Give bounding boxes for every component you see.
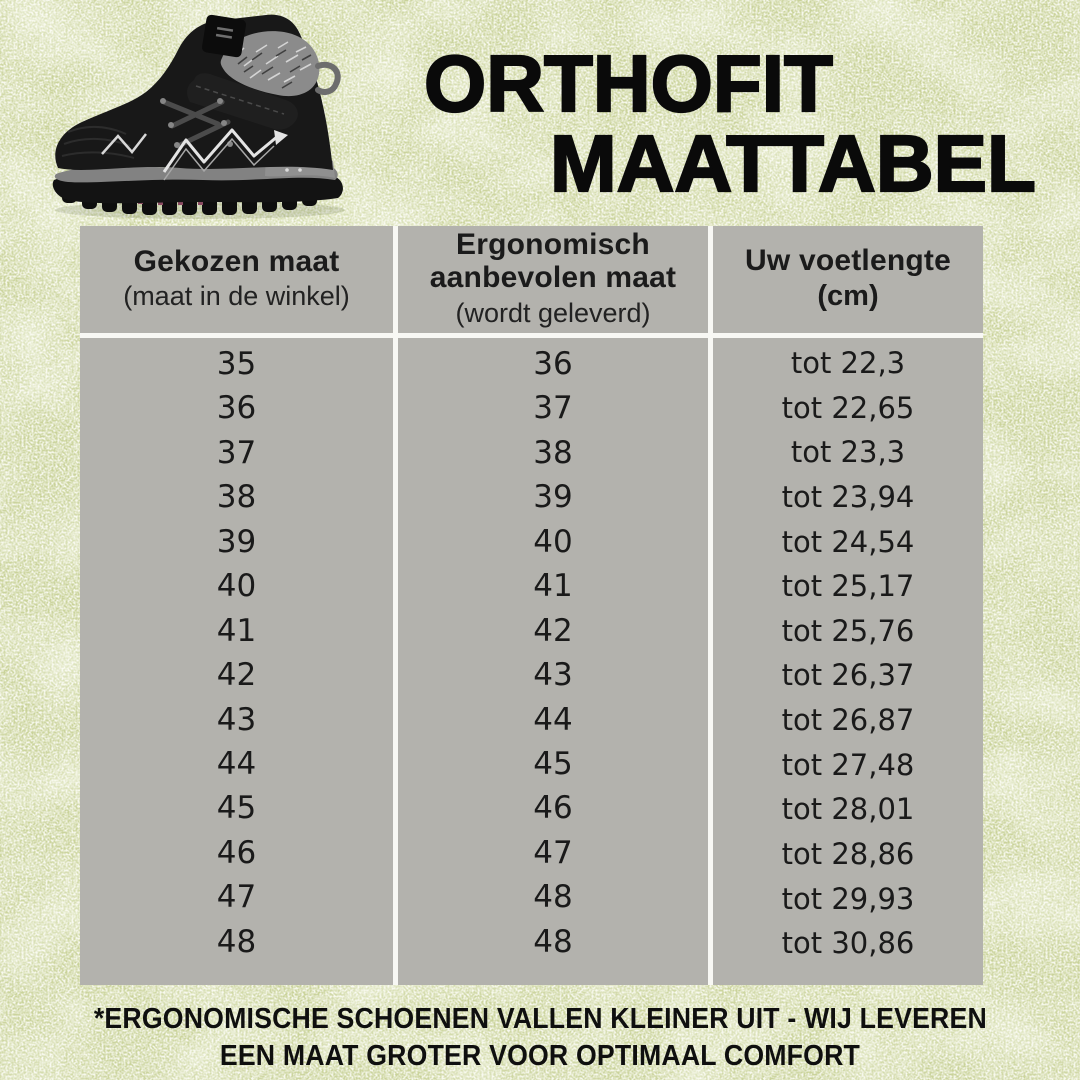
- foot-length-value: tot 26,87: [781, 703, 915, 737]
- page-title: MAATTABEL: [550, 119, 1036, 208]
- column-values-voetlengte: [713, 338, 983, 985]
- recommended-size-value: 38: [533, 434, 573, 471]
- chosen-size-value: 40: [216, 568, 257, 605]
- chosen-size-value: 46: [216, 834, 257, 871]
- column-values-gekozen-maat: [80, 338, 393, 985]
- column-subtitle: (wordt geleverd): [455, 298, 651, 329]
- recommended-size-value: 42: [533, 612, 573, 649]
- column-title: Uw voetlengte: [745, 243, 951, 277]
- recommended-size-value: 47: [533, 834, 573, 871]
- foot-length-value: tot 23,3: [790, 435, 906, 470]
- chosen-size-value: 36: [216, 390, 257, 427]
- chosen-size-value: 38: [216, 479, 257, 516]
- column-values-aanbevolen-maat: [398, 338, 708, 985]
- recommended-size-value: 41: [533, 568, 573, 605]
- collar-tab: [201, 14, 246, 58]
- recommended-size-value: 44: [533, 701, 573, 738]
- foot-length-value: tot 30,86: [781, 926, 915, 961]
- recommended-size-value: 39: [533, 479, 573, 516]
- foot-length-value: tot 24,54: [781, 524, 915, 559]
- chosen-size-value: 42: [216, 657, 257, 694]
- foot-length-value: tot 28,86: [781, 836, 915, 871]
- column-title: Gekozen maat: [133, 244, 340, 278]
- recommended-size-value: 45: [533, 745, 573, 782]
- column-header-aanbevolen-maat: [398, 226, 708, 333]
- chosen-size-value: 43: [216, 701, 257, 738]
- foot-length-value: tot 25,17: [781, 569, 915, 604]
- recommended-size-value: 43: [533, 657, 573, 694]
- column-subtitle: (cm): [817, 280, 879, 313]
- footnote-line2: EEN MAAT GROTER VOOR OPTIMAAL COMFORT: [219, 1040, 861, 1073]
- column-subtitle: (maat in de winkel): [123, 281, 350, 312]
- foot-length-value: tot 22,3: [790, 346, 906, 380]
- recommended-size-value: 46: [533, 790, 573, 827]
- recommended-size-value: 48: [533, 923, 573, 960]
- chosen-size-value: 39: [216, 523, 257, 560]
- recommended-size-value: 40: [533, 523, 573, 560]
- boot-product-image: [38, 4, 350, 220]
- brand-title: ORTHOFIT: [424, 39, 833, 128]
- foot-length-value: tot 27,48: [781, 747, 915, 782]
- chosen-size-value: 45: [216, 790, 257, 827]
- chosen-size-value: 47: [216, 879, 257, 916]
- column-header-voetlengte: [713, 226, 983, 333]
- chosen-size-value: 44: [216, 745, 257, 782]
- recommended-size-value: 36: [533, 346, 573, 382]
- chosen-size-value: 41: [216, 612, 257, 649]
- foot-length-value: tot 28,01: [781, 792, 915, 827]
- recommended-size-value: 48: [533, 879, 573, 916]
- foot-length-value: tot 26,37: [781, 658, 915, 693]
- column-header-gekozen-maat: [80, 226, 393, 333]
- foot-length-value: tot 25,76: [781, 613, 915, 648]
- column-title: Ergonomisch aanbevolen maat: [429, 227, 677, 295]
- chosen-size-value: 35: [216, 346, 257, 382]
- recommended-size-value: 37: [533, 390, 573, 427]
- foot-length-value: tot 22,65: [781, 390, 915, 425]
- size-table: [80, 226, 983, 985]
- footnote: [0, 1001, 1080, 1075]
- heel-pull-loop: [318, 65, 338, 92]
- foot-length-value: tot 29,93: [781, 881, 915, 916]
- footnote-line1: *ERGONOMISCHE SCHOENEN VALLEN KLEINER UIT - WIJ LEVEREN: [93, 1003, 987, 1035]
- chosen-size-value: 37: [216, 434, 257, 471]
- foot-length-value: tot 23,94: [781, 479, 915, 514]
- chosen-size-value: 48: [216, 923, 257, 960]
